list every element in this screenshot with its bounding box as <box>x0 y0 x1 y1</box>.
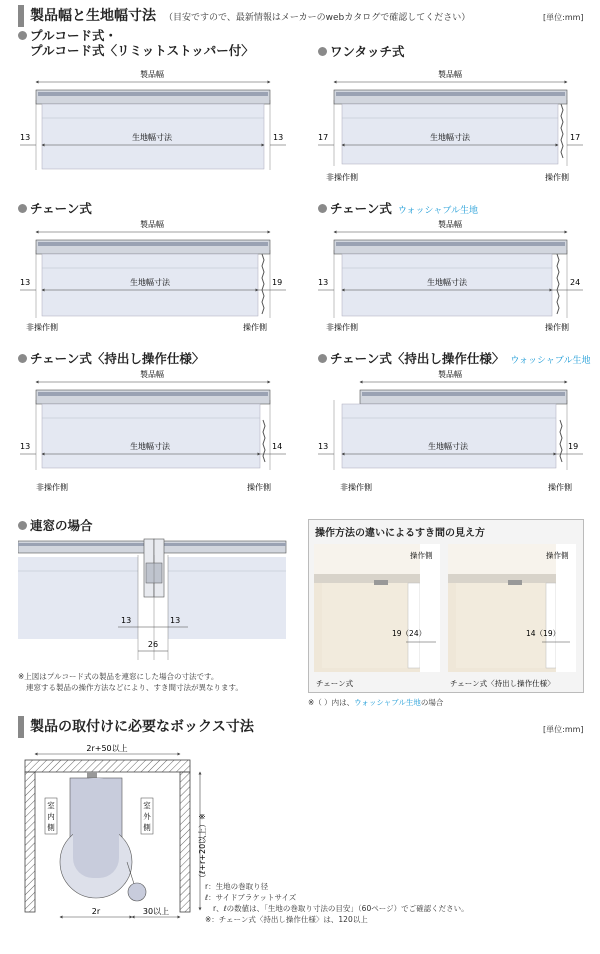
diagram-title-chain: チェーン式 <box>18 201 92 216</box>
photo2-caption: チェーン式〈持出し操作仕様〉 <box>450 679 555 688</box>
right-dimension: 24 <box>570 278 581 287</box>
bullet-icon <box>18 521 27 530</box>
renmado-right-value: 13 <box>170 616 181 625</box>
height-dimension: （ℓ+r+20以上）※ <box>198 813 207 882</box>
non-operation-side-label: 非操作側 <box>326 173 358 182</box>
photo1-top-label: 操作側 <box>410 551 433 560</box>
left-dimension: 13 <box>20 133 31 142</box>
unit-label: [単位:mm] <box>543 725 584 734</box>
fabric-width-label: 生地幅寸法 <box>430 133 470 142</box>
fabric-width-label: 生地幅寸法 <box>130 442 170 451</box>
product-width-label: 製品幅 <box>140 220 164 229</box>
diagram-title-chain-extended-washable: チェーン式〈持出し操作仕様〉 ウォッシャブル生地 <box>318 351 591 369</box>
diagram-pullcord <box>20 69 286 170</box>
operation-side-label: 操作側 <box>548 483 572 492</box>
diagram-title-chain-extended: チェーン式〈持出し操作仕様〉 <box>18 351 204 366</box>
photo1-measure: 19（24） <box>392 629 427 638</box>
product-width-label: 製品幅 <box>438 370 462 379</box>
non-operation-side-label: 非操作側 <box>26 323 58 332</box>
section-title: 製品幅と生地幅寸法 <box>30 8 156 24</box>
product-width-label: 製品幅 <box>140 70 164 79</box>
right-dimension: 17 <box>570 133 581 142</box>
diagram-chain-washable <box>318 219 583 332</box>
product-width-label: 製品幅 <box>140 370 164 379</box>
operation-side-label: 操作側 <box>247 483 271 492</box>
right-dimension: 14 <box>272 442 283 451</box>
left-dimension: 13 <box>20 442 31 451</box>
product-width-label: 製品幅 <box>438 220 462 229</box>
section-heading-box <box>18 716 254 738</box>
operation-side-label: 操作側 <box>545 323 569 332</box>
left-dimension: 13 <box>318 278 329 287</box>
left-dimension: 17 <box>318 133 329 142</box>
bottom-dim-left: 2r <box>91 907 101 916</box>
non-operation-side-label: 非操作側 <box>36 483 68 492</box>
diagram-chain-extended <box>20 369 286 492</box>
right-dimension: 19 <box>568 442 579 451</box>
photo-box-title: 操作方法の違いによるすき間の見え方 <box>315 528 485 539</box>
non-operation-side-label: 非操作側 <box>340 483 372 492</box>
indoor-char-3: 側 <box>47 823 55 832</box>
photo2-top-label: 操作側 <box>546 551 569 560</box>
renmado-title: 連窓の場合 <box>18 518 93 533</box>
photo2-measure: 14（19） <box>526 629 561 638</box>
left-dimension: 13 <box>318 442 329 451</box>
section-title: 製品の取付けに必要なボックス寸法 <box>30 719 254 735</box>
right-dimension: 13 <box>273 133 284 142</box>
outdoor-char-2: 外 <box>143 812 151 821</box>
diagram-chain-extended-washable <box>318 369 583 492</box>
product-width-label: 製品幅 <box>438 70 462 79</box>
fabric-width-label: 生地幅寸法 <box>428 442 468 451</box>
right-dimension: 19 <box>272 278 283 287</box>
top-dimension: 2r+50以上 <box>86 744 128 753</box>
operation-side-label: 操作側 <box>243 323 267 332</box>
box-notes: r：生地の巻取り径 ℓ：サイドブラケットサイズ r、ℓの数値は、「生地の巻取り寸法の目安」（60ページ）でご確認ください。 ※：チェーン式〈持出し操作仕様〉は、120以上 <box>205 882 469 924</box>
outdoor-char-3: 側 <box>143 823 151 832</box>
diagram-onetouch <box>318 69 583 182</box>
renmado-diagram <box>18 535 288 665</box>
fabric-width-label: 生地幅寸法 <box>130 278 170 287</box>
fabric-width-label: 生地幅寸法 <box>132 133 172 142</box>
operation-side-label: 操作側 <box>545 173 569 182</box>
gap-photos <box>308 540 582 690</box>
renmado-left-value: 13 <box>121 616 132 625</box>
photo-footnote: ※（ ）内は、ウォッシャブル生地の場合 <box>308 698 444 707</box>
fabric-width-label: 生地幅寸法 <box>427 278 467 287</box>
non-operation-side-label: 非操作側 <box>326 323 358 332</box>
diagram-title-onetouch: ワンタッチ式 <box>318 44 405 59</box>
diagram-title-pullcord: プルコード式・ プルコード式〈リミットストッパー付〉 <box>18 28 254 58</box>
indoor-char-2: 内 <box>47 812 55 821</box>
left-dimension: 13 <box>20 278 31 287</box>
section-note: （目安ですので、最新情報はメーカーのwebカタログで確認してください） <box>164 13 471 23</box>
bottom-dim-right: 30以上 <box>142 907 170 916</box>
photo1-caption: チェーン式 <box>316 679 354 688</box>
renmado-note: ※上図はプルコード式の製品を連窓にした場合の寸法です。 連窓する製品の操作方法などにより、すき間寸法が異なります。 <box>18 672 243 692</box>
renmado-gap-value: 26 <box>147 640 159 649</box>
diagram-title-chain-washable: チェーン式 ウォッシャブル生地 <box>318 201 478 219</box>
unit-label: [単位:mm] <box>543 13 584 22</box>
outdoor-char-1: 室 <box>143 801 151 810</box>
indoor-char-1: 室 <box>47 801 55 810</box>
diagram-chain <box>20 219 286 332</box>
